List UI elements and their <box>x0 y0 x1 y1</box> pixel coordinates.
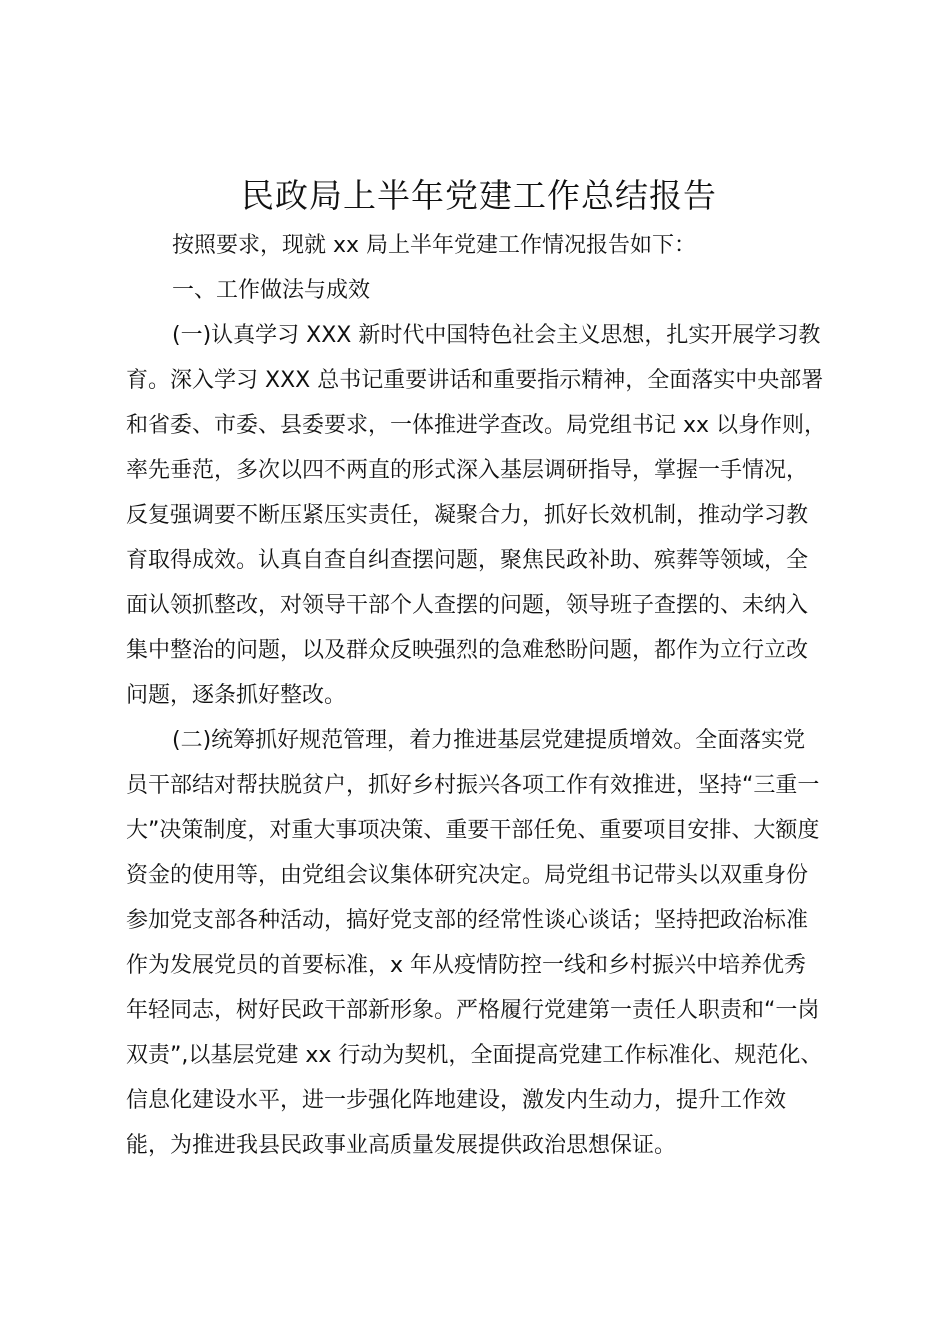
paragraph-1-line: 面认领抓整改，对领导干部个人查摆的问题，领导班子查摆的、未纳入 <box>126 593 809 618</box>
paragraph-1-line: 和省委、市委、县委要求，一体推进学查改。局党组书记 xx 以身作则， <box>126 413 827 438</box>
paragraph-2-line: 信息化建设水平，进一步强化阵地建设，激发内生动力，提升工作效 <box>126 1088 787 1113</box>
paragraph-1-line: 反复强调要不断压紧压实责任，凝聚合力，抓好长效机制，推动学习教 <box>126 503 809 528</box>
paragraph-2-line: 大”决策制度，对重大事项决策、重要干部任免、重要项目安排、大额度 <box>126 818 820 843</box>
paragraph-2-line: (二)统筹抓好规范管理，着力推进基层党建提质增效。全面落实党 <box>172 728 806 753</box>
paragraph-2-line: 能，为推进我县民政事业高质量发展提供政治思想保证。 <box>126 1133 677 1158</box>
paragraph-1-line: 育取得成效。认真自查自纠查摆问题，聚焦民政补助、殡葬等领域，全 <box>126 548 809 573</box>
section-heading: 一、工作做法与成效 <box>172 278 371 303</box>
paragraph-2-line: 员干部结对帮扶脱贫户，抓好乡村振兴各项工作有效推进，坚持“三重一 <box>126 773 820 798</box>
paragraph-1-line: 率先垂范，多次以四不两直的形式深入基层调研指导，掌握一手情况， <box>126 458 809 483</box>
paragraph-1-line: 集中整治的问题，以及群众反映强烈的急难愁盼问题，都作为立行立改 <box>126 638 809 663</box>
paragraph-1-line: 育。深入学习 XXX 总书记重要讲话和重要指示精神，全面落实中央部署 <box>126 368 824 393</box>
document-title: 民政局上半年党建工作总结报告 <box>241 176 717 215</box>
paragraph-2-line: 年轻同志，树好民政干部新形象。严格履行党建第一责任人职责和“一岗 <box>126 998 820 1023</box>
paragraph-2-line: 双责”,以基层党建 xx 行动为契机，全面提高党建工作标准化、规范化、 <box>126 1043 823 1068</box>
paragraph-1-line: (一)认真学习 XXX 新时代中国特色社会主义思想，扎实开展学习教 <box>172 323 821 348</box>
paragraph-2-line: 参加党支部各种活动，搞好党支部的经常性谈心谈话；坚持把政治标准 <box>126 908 809 933</box>
paragraph-2-line: 作为发展党员的首要标准，x 年从疫情防控一线和乡村振兴中培养优秀 <box>126 953 807 978</box>
paragraph-1-line: 问题，逐条抓好整改。 <box>126 683 347 708</box>
paragraph-2-line: 资金的使用等，由党组会议集体研究决定。局党组书记带头以双重身份 <box>126 863 809 888</box>
intro-line: 按照要求，现就 xx 局上半年党建工作情况报告如下： <box>172 233 697 258</box>
